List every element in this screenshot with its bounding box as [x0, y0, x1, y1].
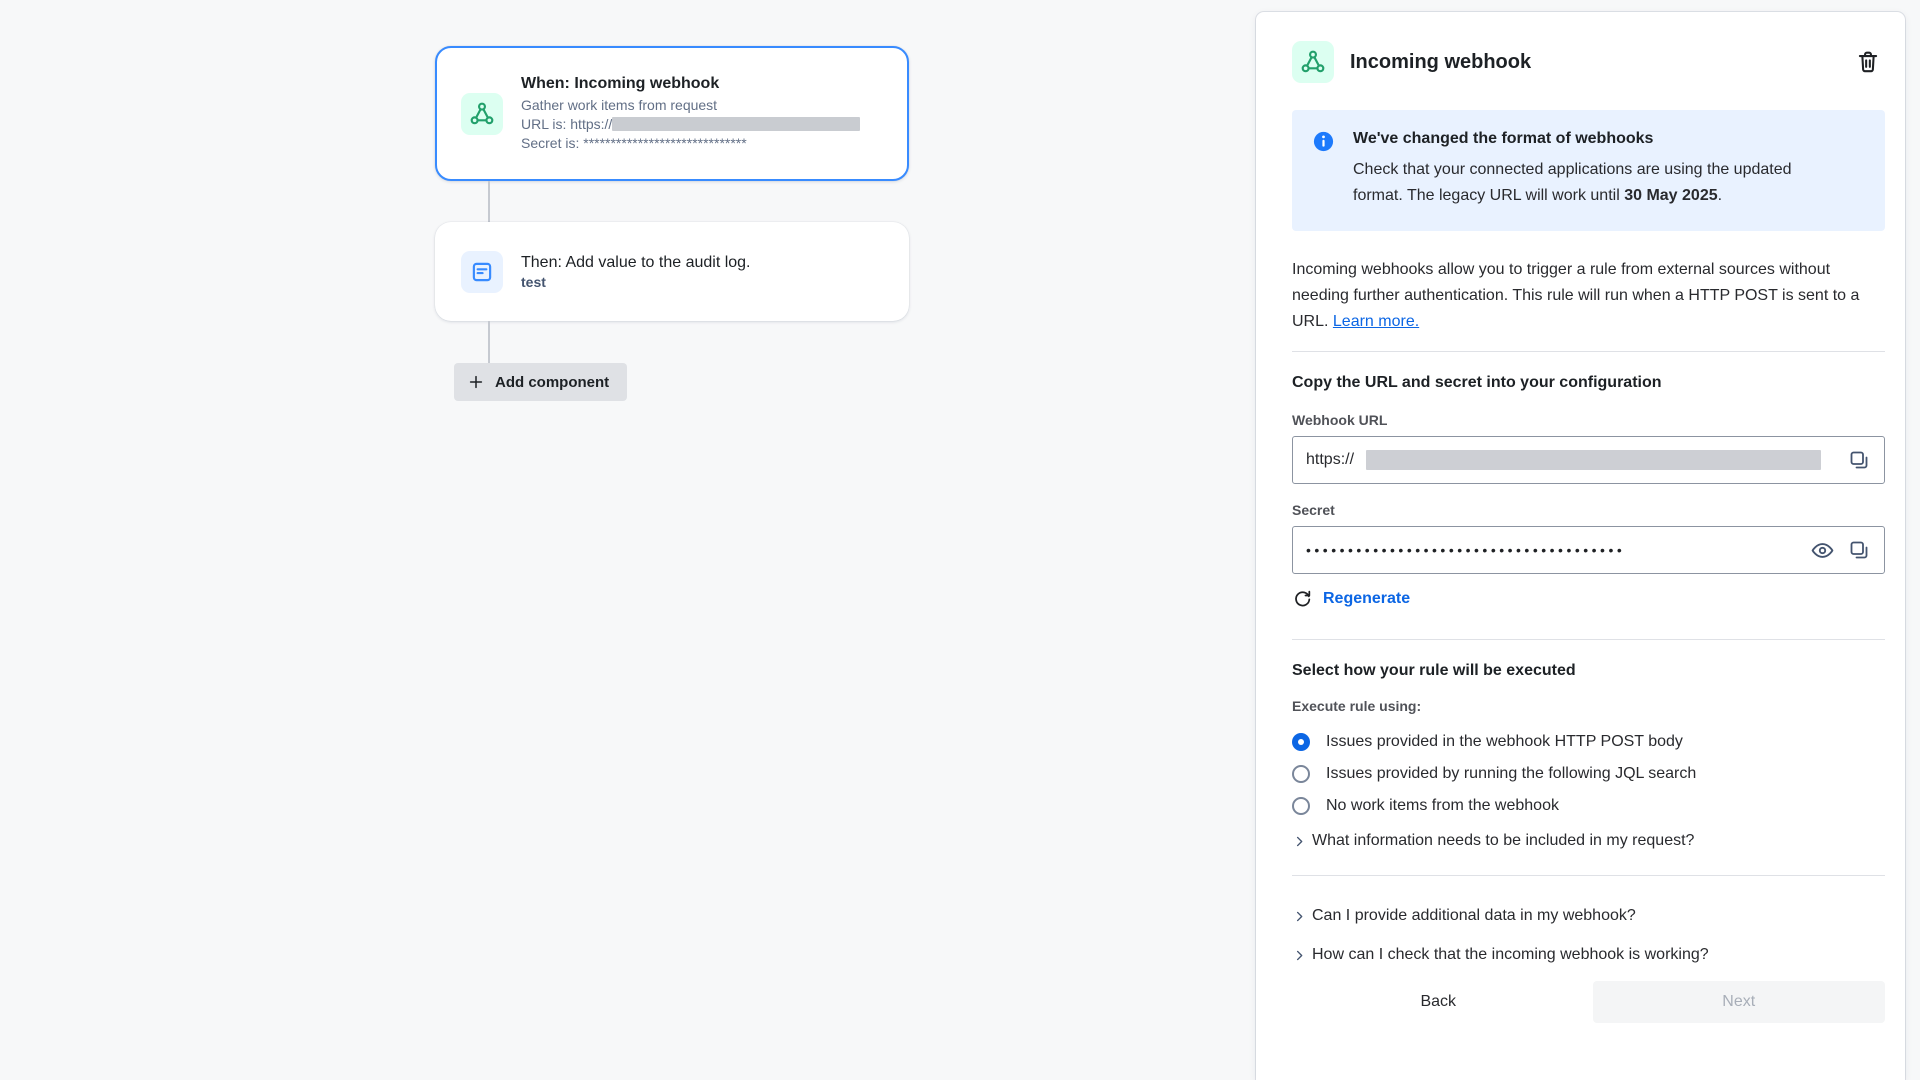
plus-icon	[466, 372, 486, 392]
expander-label: Can I provide additional data in my webhook?	[1312, 907, 1636, 924]
webhook-url-label: Webhook URL	[1292, 412, 1388, 428]
divider	[1292, 875, 1885, 876]
execute-section-heading: Select how your rule will be executed	[1292, 662, 1576, 679]
trigger-card-url-line: URL is: https://	[521, 115, 883, 134]
expander-webhook-working[interactable]	[1292, 942, 1885, 968]
expander-label: How can I check that the incoming webhook is working?	[1312, 946, 1709, 963]
secret-label: Secret	[1292, 502, 1335, 518]
panel-footer	[1292, 981, 1885, 1023]
audit-log-icon	[461, 251, 503, 293]
trigger-card-secret-line: Secret is: ******************************	[521, 134, 747, 151]
webhook-icon	[461, 93, 503, 135]
regenerate-secret-button[interactable]	[1292, 588, 1410, 609]
webhook-url-input[interactable]	[1292, 436, 1885, 484]
radio-option-http-post-body[interactable]	[1292, 729, 1885, 755]
expander-request-info[interactable]	[1292, 828, 1885, 854]
back-button[interactable]: Back	[1292, 981, 1585, 1023]
redacted-url-bar	[1366, 450, 1821, 470]
webhook-url-value: https://	[1306, 451, 1355, 468]
trigger-card-title: When: Incoming webhook	[521, 74, 720, 92]
chevron-right-icon	[1292, 909, 1307, 924]
chevron-right-icon	[1292, 948, 1307, 963]
expander-label: What information needs to be included in my request?	[1312, 832, 1695, 849]
action-card-text	[521, 254, 883, 290]
delete-component-button[interactable]	[1851, 45, 1885, 79]
radio-label: No work items from the webhook	[1326, 797, 1559, 814]
banner-text	[1353, 130, 1811, 209]
flow-connector	[488, 321, 490, 363]
panel-title: Incoming webhook	[1350, 50, 1532, 73]
action-card-audit-log[interactable]	[435, 222, 909, 321]
radio-selected[interactable]	[1292, 733, 1310, 751]
add-component-label: Add component	[495, 373, 610, 391]
copy-section-heading: Copy the URL and secret into your configuration	[1292, 374, 1662, 391]
webhook-format-change-banner	[1292, 110, 1885, 231]
radio-option-jql-search[interactable]	[1292, 761, 1885, 787]
flow-connector	[488, 181, 490, 222]
copy-url-button[interactable]	[1847, 448, 1871, 472]
chevron-right-icon	[1292, 834, 1307, 849]
info-icon	[1312, 130, 1335, 209]
radio-option-no-work-items[interactable]	[1292, 793, 1885, 819]
divider	[1292, 639, 1885, 640]
secret-input[interactable]	[1292, 526, 1885, 574]
expander-additional-data[interactable]	[1292, 903, 1885, 929]
add-component-button[interactable]	[454, 363, 627, 401]
banner-body: Check that your connected applications are using the updated format. The legacy URL will work until 30 May 2025.	[1353, 161, 1792, 204]
action-card-subtitle: test	[521, 273, 546, 290]
radio-unselected[interactable]	[1292, 797, 1310, 815]
secret-masked-value: ••••••••••••••••••••••••••••••••••••••	[1306, 542, 1626, 558]
action-card-title: Then: Add value to the audit log.	[521, 253, 751, 271]
next-button-disabled[interactable]: Next	[1593, 981, 1886, 1023]
divider	[1292, 351, 1885, 352]
trigger-card-text	[521, 75, 883, 153]
regenerate-label: Regenerate	[1323, 589, 1411, 607]
panel-header	[1292, 40, 1885, 84]
refresh-icon	[1292, 588, 1313, 609]
intro-paragraph: Incoming webhooks allow you to trigger a rule from external sources without needing further authentication. This rule will run when a HTTP POST is sent to a URL. Learn more.	[1292, 261, 1860, 330]
banner-title: We've changed the format of webhooks	[1353, 130, 1654, 147]
copy-secret-button[interactable]	[1847, 538, 1871, 562]
trigger-card-subtitle: Gather work items from request	[521, 96, 718, 113]
incoming-webhook-config-panel	[1256, 12, 1905, 1080]
radio-label: Issues provided in the webhook HTTP POST body	[1326, 733, 1683, 750]
trigger-card-incoming-webhook[interactable]	[435, 46, 909, 181]
radio-unselected[interactable]	[1292, 765, 1310, 783]
redacted-url-bar	[612, 117, 860, 131]
show-secret-button[interactable]	[1810, 538, 1835, 563]
learn-more-link[interactable]: Learn more.	[1332, 313, 1420, 330]
trash-icon	[1855, 49, 1881, 75]
execute-rule-using-label: Execute rule using:	[1292, 698, 1422, 714]
radio-label: Issues provided by running the following JQL search	[1326, 765, 1697, 782]
webhook-icon	[1292, 41, 1334, 83]
